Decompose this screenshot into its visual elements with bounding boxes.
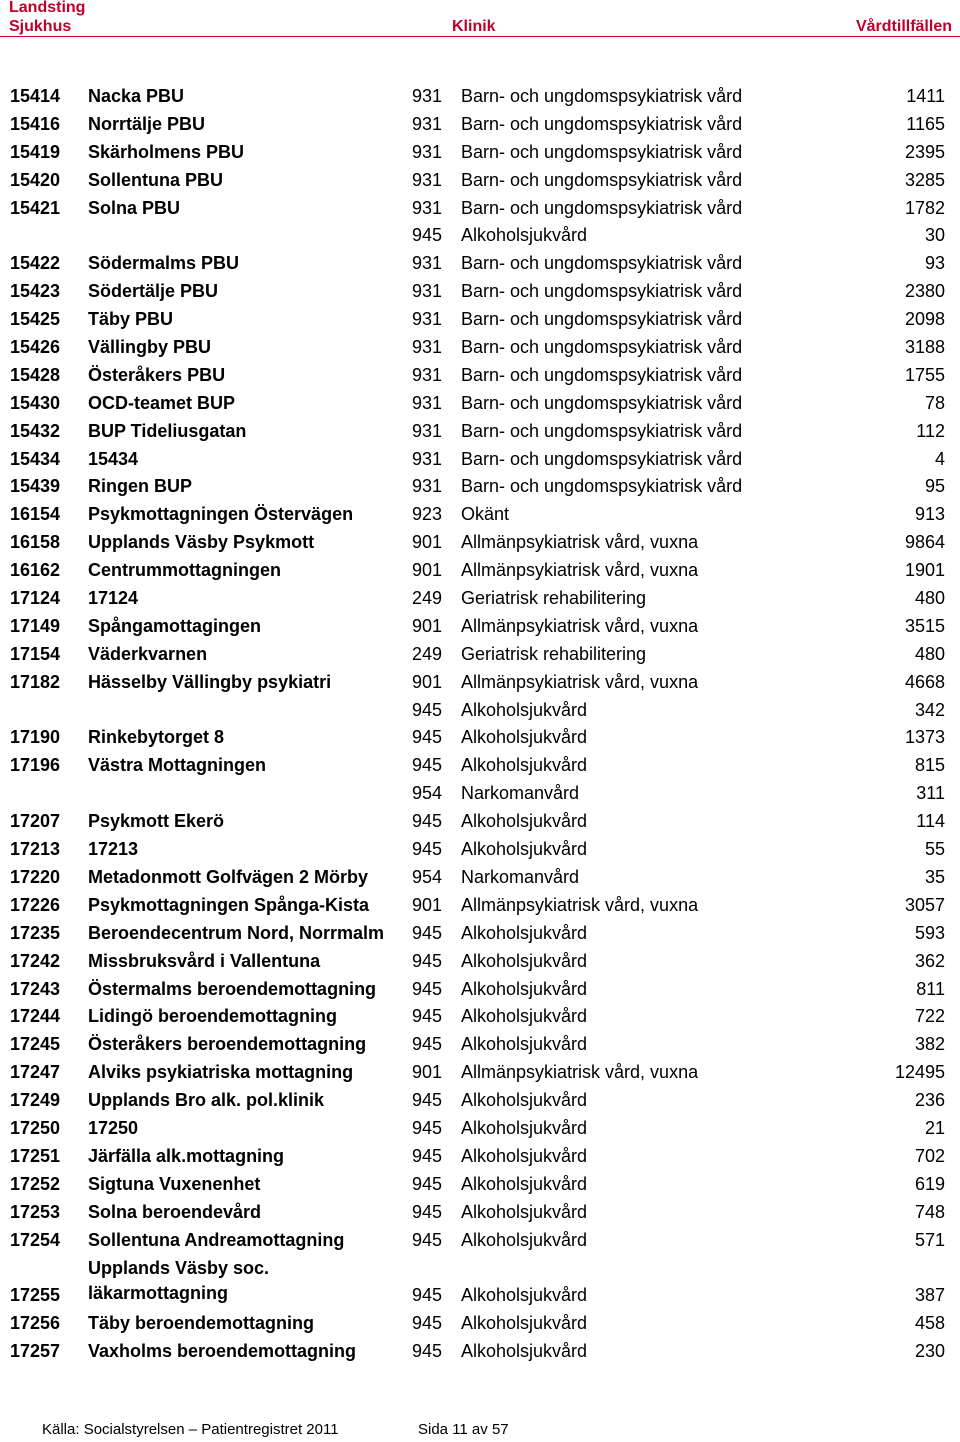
clinic-name: Barn- och ungdomspsykiatrisk vård — [461, 141, 743, 162]
table-row — [0, 1171, 960, 1199]
hospital-name: Psykmottagningen Spånga-Kista — [88, 894, 370, 915]
table-row — [0, 697, 960, 725]
table-row — [0, 83, 960, 111]
hospital-name: Hässelby Vällingby psykiatri — [88, 671, 332, 692]
hospital-id: 15426 — [10, 337, 61, 358]
clinic-name: Alkoholsjukvård — [461, 699, 588, 720]
clinic-code: 945 — [412, 1285, 443, 1306]
table-row — [0, 222, 960, 250]
header-divider — [0, 36, 960, 37]
clinic-name: Alkoholsjukvård — [461, 727, 588, 748]
clinic-name: Narkomanvård — [461, 866, 580, 887]
clinic-code: 931 — [412, 141, 443, 162]
table-row — [0, 250, 960, 278]
footer-page-number: Sida 11 av 57 — [418, 1421, 509, 1438]
care-episodes: 12495 — [894, 1062, 945, 1083]
table-row — [0, 1143, 960, 1171]
table-row — [0, 1059, 960, 1087]
table-row — [0, 139, 960, 167]
care-episodes: 3057 — [904, 894, 945, 915]
hospital-id: 17245 — [10, 1034, 61, 1055]
care-episodes: 702 — [914, 1145, 945, 1166]
clinic-code: 945 — [412, 1034, 443, 1055]
clinic-name: Alkoholsjukvård — [461, 839, 588, 860]
clinic-code: 901 — [412, 1062, 443, 1083]
hospital-id: 17242 — [10, 950, 61, 971]
hospital-name: Västra Mottagningen — [88, 755, 267, 776]
footer-source: Källa: Socialstyrelsen – Patientregistret 2011 — [42, 1421, 339, 1438]
hospital-id: 15423 — [10, 281, 61, 302]
clinic-code: 954 — [412, 783, 443, 804]
hospital-name: Österåkers beroendemottagning — [88, 1034, 367, 1055]
table-row — [0, 501, 960, 529]
clinic-code: 931 — [412, 253, 443, 274]
hospital-id: 15419 — [10, 141, 61, 162]
clinic-name: Alkoholsjukvård — [461, 1201, 588, 1222]
hospital-id: 15421 — [10, 197, 61, 218]
table-row — [0, 613, 960, 641]
clinic-name: Alkoholsjukvård — [461, 1145, 588, 1166]
care-episodes: 362 — [914, 950, 945, 971]
clinic-code: 945 — [412, 727, 443, 748]
hospital-name: Upplands Väsby Psykmott — [88, 532, 315, 553]
table-row — [0, 752, 960, 780]
clinic-code: 945 — [412, 1006, 443, 1027]
clinic-code: 901 — [412, 532, 443, 553]
header-sjukhus: Sjukhus — [9, 18, 72, 35]
hospital-name: Täby beroendemottagning — [88, 1313, 315, 1334]
table-row — [0, 1310, 960, 1338]
care-episodes: 112 — [916, 420, 945, 441]
care-episodes: 35 — [924, 866, 945, 887]
hospital-id: 17220 — [10, 866, 61, 887]
hospital-name: Metadonmott Golfvägen 2 Mörby — [88, 866, 369, 887]
clinic-name: Alkoholsjukvård — [461, 1006, 588, 1027]
care-episodes: 815 — [914, 755, 945, 776]
hospital-name: 17213 — [88, 839, 139, 860]
care-episodes: 93 — [924, 253, 945, 274]
care-episodes: 95 — [924, 476, 945, 497]
hospital-id: 17124 — [10, 588, 61, 609]
hospital-id: 15432 — [10, 420, 61, 441]
table-row — [0, 529, 960, 557]
care-episodes: 458 — [914, 1313, 945, 1334]
hospital-name: Missbruksvård i Vallentuna — [88, 950, 321, 971]
table-row — [0, 557, 960, 585]
clinic-code: 901 — [412, 560, 443, 581]
hospital-id: 15422 — [10, 253, 61, 274]
clinic-name: Barn- och ungdomspsykiatrisk vård — [461, 169, 743, 190]
care-episodes: 387 — [914, 1285, 945, 1306]
clinic-code: 931 — [412, 281, 443, 302]
clinic-code: 923 — [412, 504, 443, 525]
header-klinik: Klinik — [452, 18, 496, 35]
clinic-code: 945 — [412, 1313, 443, 1334]
hospital-id: 15416 — [10, 113, 61, 134]
table-row — [0, 418, 960, 446]
table-row — [0, 1227, 960, 1255]
hospital-id: 17253 — [10, 1201, 61, 1222]
hospital-name: Spångamottagingen — [88, 615, 262, 636]
hospital-id: 15414 — [10, 86, 61, 106]
clinic-code: 931 — [412, 337, 443, 358]
hospital-name: Vaxholms beroendemottagning — [88, 1341, 357, 1362]
care-episodes: 2380 — [904, 281, 945, 302]
table-row — [0, 390, 960, 418]
table-row — [0, 669, 960, 697]
clinic-code: 945 — [412, 225, 443, 246]
clinic-code: 931 — [412, 309, 443, 330]
clinic-name: Allmänpsykiatrisk vård, vuxna — [461, 671, 699, 692]
clinic-code: 945 — [412, 1090, 443, 1111]
hospital-name: Nacka PBU — [88, 86, 185, 106]
hospital-name: Norrtälje PBU — [88, 113, 206, 134]
hospital-name: BUP Tideliusgatan — [88, 420, 247, 441]
clinic-name: Alkoholsjukvård — [461, 978, 588, 999]
clinic-code: 945 — [412, 978, 443, 999]
clinic-name: Allmänpsykiatrisk vård, vuxna — [461, 532, 699, 553]
hospital-name: Psykmottagningen Östervägen — [88, 504, 354, 525]
care-episodes: 21 — [924, 1117, 945, 1138]
hospital-id: 15420 — [10, 169, 61, 190]
care-episodes: 1901 — [904, 560, 945, 581]
hospital-name: Sigtuna Vuxenenhet — [88, 1173, 261, 1194]
clinic-code: 931 — [412, 364, 443, 385]
clinic-code: 945 — [412, 839, 443, 860]
care-episodes: 811 — [916, 978, 945, 999]
table-row — [0, 473, 960, 501]
care-episodes: 4 — [934, 448, 945, 469]
hospital-name: Österåkers PBU — [88, 364, 226, 385]
care-episodes: 9864 — [904, 532, 945, 553]
hospital-id: 17182 — [10, 671, 61, 692]
care-episodes: 722 — [914, 1006, 945, 1027]
clinic-name: Barn- och ungdomspsykiatrisk vård — [461, 113, 743, 134]
hospital-id: 17257 — [10, 1341, 61, 1362]
hospital-id: 17251 — [10, 1145, 61, 1166]
clinic-code: 249 — [412, 643, 443, 664]
table-row — [0, 585, 960, 613]
hospital-id: 16162 — [10, 560, 61, 581]
clinic-code: 901 — [412, 671, 443, 692]
clinic-name: Allmänpsykiatrisk vård, vuxna — [461, 894, 699, 915]
clinic-code: 945 — [412, 1201, 443, 1222]
hospital-name: 17124 — [88, 588, 139, 609]
clinic-name: Allmänpsykiatrisk vård, vuxna — [461, 560, 699, 581]
clinic-code: 931 — [412, 113, 443, 134]
hospital-name: Lidingö beroendemottagning — [88, 1006, 337, 1027]
clinic-code: 931 — [412, 448, 443, 469]
hospital-id: 17256 — [10, 1313, 61, 1334]
clinic-name: Barn- och ungdomspsykiatrisk vård — [461, 197, 743, 218]
hospital-id: 17154 — [10, 643, 61, 664]
clinic-name: Alkoholsjukvård — [461, 1285, 588, 1306]
clinic-name: Narkomanvård — [461, 783, 580, 804]
hospital-name: Beroendecentrum Nord, Norrmalm — [88, 922, 385, 943]
care-episodes: 1782 — [904, 197, 945, 218]
hospital-id: 15434 — [10, 448, 61, 469]
hospital-name: Rinkebytorget 8 — [88, 727, 225, 748]
clinic-code: 945 — [412, 1229, 443, 1250]
hospital-id: 17190 — [10, 727, 61, 748]
clinic-code: 945 — [412, 1341, 443, 1362]
clinic-code: 945 — [412, 1145, 443, 1166]
care-episodes: 1411 — [906, 86, 945, 106]
table-row — [0, 780, 960, 808]
clinic-name: Alkoholsjukvård — [461, 1313, 588, 1334]
care-episodes: 4668 — [904, 671, 945, 692]
table-row — [0, 836, 960, 864]
hospital-id: 17244 — [10, 1006, 61, 1027]
hospital-name: Skärholmens PBU — [88, 141, 245, 162]
hospital-id: 17255 — [10, 1285, 61, 1306]
care-episodes: 913 — [914, 504, 945, 525]
header-landsting: Landsting — [9, 0, 86, 16]
clinic-name: Alkoholsjukvård — [461, 1090, 588, 1111]
clinic-name: Alkoholsjukvård — [461, 1173, 588, 1194]
hospital-name: Järfälla alk.mottagning — [88, 1145, 285, 1166]
clinic-name: Alkoholsjukvård — [461, 950, 588, 971]
hospital-name: Upplands Väsby soc. läkarmottagning — [88, 1258, 270, 1304]
care-episodes: 593 — [914, 922, 945, 943]
table-row — [0, 1087, 960, 1115]
clinic-name: Barn- och ungdomspsykiatrisk vård — [461, 86, 743, 106]
hospital-id: 17196 — [10, 755, 61, 776]
table-row — [0, 1115, 960, 1143]
table-row — [0, 641, 960, 669]
clinic-name: Alkoholsjukvård — [461, 811, 588, 832]
clinic-name: Barn- och ungdomspsykiatrisk vård — [461, 364, 743, 385]
hospital-name: Psykmott Ekerö — [88, 811, 225, 832]
table-row — [0, 334, 960, 362]
care-episodes: 3285 — [904, 169, 945, 190]
clinic-code: 901 — [412, 615, 443, 636]
hospital-name: Täby PBU — [88, 309, 174, 330]
care-episodes: 2395 — [904, 141, 945, 162]
table-row — [0, 195, 960, 223]
hospital-id: 15430 — [10, 392, 61, 413]
hospital-id: 17254 — [10, 1229, 61, 1250]
clinic-name: Barn- och ungdomspsykiatrisk vård — [461, 253, 743, 274]
care-episodes: 1373 — [904, 727, 945, 748]
care-episodes: 2098 — [904, 309, 945, 330]
hospital-id: 17213 — [10, 839, 61, 860]
data-table — [0, 83, 960, 1366]
care-episodes: 114 — [916, 811, 945, 832]
table-row — [0, 167, 960, 195]
table-row — [0, 1031, 960, 1059]
clinic-code: 945 — [412, 1173, 443, 1194]
table-row — [0, 864, 960, 892]
clinic-name: Geriatrisk rehabilitering — [461, 643, 647, 664]
care-episodes: 619 — [914, 1173, 945, 1194]
hospital-id: 15428 — [10, 364, 61, 385]
clinic-code: 945 — [412, 950, 443, 971]
hospital-id: 16154 — [10, 504, 61, 525]
column-header — [0, 0, 960, 38]
table-row — [0, 724, 960, 752]
table-row — [0, 948, 960, 976]
clinic-name: Alkoholsjukvård — [461, 225, 588, 246]
care-episodes: 571 — [914, 1229, 945, 1250]
table-row — [0, 446, 960, 474]
hospital-name: Solna PBU — [88, 197, 181, 218]
hospital-id: 17149 — [10, 615, 61, 636]
hospital-id: 17249 — [10, 1090, 61, 1111]
clinic-name: Barn- och ungdomspsykiatrisk vård — [461, 281, 743, 302]
clinic-code: 931 — [412, 169, 443, 190]
clinic-name: Barn- och ungdomspsykiatrisk vård — [461, 337, 743, 358]
table-row — [0, 306, 960, 334]
clinic-code: 945 — [412, 1117, 443, 1138]
hospital-id: 17235 — [10, 922, 61, 943]
care-episodes: 30 — [924, 225, 945, 246]
care-episodes: 748 — [914, 1201, 945, 1222]
hospital-id: 17226 — [10, 894, 61, 915]
hospital-name: 15434 — [88, 448, 139, 469]
hospital-id: 15439 — [10, 476, 61, 497]
care-episodes: 480 — [914, 588, 945, 609]
hospital-name: Östermalms beroendemottagning — [88, 978, 377, 999]
hospital-name: OCD-teamet BUP — [88, 392, 236, 413]
hospital-id: 17247 — [10, 1062, 61, 1083]
hospital-name: Alviks psykiatriska mottagning — [88, 1062, 354, 1083]
table-row — [0, 1254, 960, 1310]
hospital-name: Sollentuna PBU — [88, 169, 224, 190]
table-row — [0, 808, 960, 836]
care-episodes: 382 — [914, 1034, 945, 1055]
clinic-name: Allmänpsykiatrisk vård, vuxna — [461, 1062, 699, 1083]
care-episodes: 236 — [914, 1090, 945, 1111]
hospital-name: Solna beroendevård — [88, 1201, 262, 1222]
hospital-id: 17243 — [10, 978, 61, 999]
clinic-code: 931 — [412, 476, 443, 497]
hospital-id: 17250 — [10, 1117, 61, 1138]
table-row — [0, 1003, 960, 1031]
clinic-code: 931 — [412, 197, 443, 218]
table-row — [0, 1199, 960, 1227]
clinic-code: 931 — [412, 420, 443, 441]
clinic-code: 945 — [412, 699, 443, 720]
hospital-name: Ringen BUP — [88, 476, 193, 497]
clinic-name: Alkoholsjukvård — [461, 1117, 588, 1138]
hospital-name: Södermalms PBU — [88, 253, 240, 274]
clinic-code: 954 — [412, 866, 443, 887]
table-row — [0, 362, 960, 390]
hospital-id: 15425 — [10, 309, 61, 330]
table-row — [0, 111, 960, 139]
table-row — [0, 892, 960, 920]
hospital-name: 17250 — [88, 1117, 139, 1138]
header-vardtillfallen: Vårdtillfällen — [855, 18, 952, 35]
clinic-name: Alkoholsjukvård — [461, 1034, 588, 1055]
hospital-id: 17252 — [10, 1173, 61, 1194]
clinic-name: Barn- och ungdomspsykiatrisk vård — [461, 309, 743, 330]
clinic-code: 945 — [412, 755, 443, 776]
care-episodes: 480 — [914, 643, 945, 664]
clinic-code: 945 — [412, 811, 443, 832]
clinic-name: Allmänpsykiatrisk vård, vuxna — [461, 615, 699, 636]
hospital-id: 17207 — [10, 811, 61, 832]
clinic-name: Barn- och ungdomspsykiatrisk vård — [461, 420, 743, 441]
hospital-name: Sollentuna Andreamottagning — [88, 1229, 345, 1250]
table-row — [0, 278, 960, 306]
hospital-name: Upplands Bro alk. pol.klinik — [88, 1090, 325, 1111]
care-episodes: 55 — [924, 839, 945, 860]
clinic-name: Okänt — [461, 504, 510, 525]
clinic-code: 249 — [412, 588, 443, 609]
hospital-name: Centrummottagningen — [88, 560, 281, 581]
hospital-name: Vällingby PBU — [88, 337, 212, 358]
clinic-name: Barn- och ungdomspsykiatrisk vård — [461, 476, 743, 497]
care-episodes: 311 — [916, 783, 945, 804]
clinic-name: Alkoholsjukvård — [461, 755, 588, 776]
care-episodes: 342 — [914, 699, 945, 720]
clinic-name: Barn- och ungdomspsykiatrisk vård — [461, 392, 743, 413]
clinic-name: Barn- och ungdomspsykiatrisk vård — [461, 448, 743, 469]
hospital-name: Södertälje PBU — [88, 281, 219, 302]
clinic-name: Alkoholsjukvård — [461, 1341, 588, 1362]
clinic-code: 931 — [412, 86, 443, 106]
care-episodes: 1165 — [906, 113, 945, 134]
care-episodes: 3515 — [904, 615, 945, 636]
care-episodes: 3188 — [904, 337, 945, 358]
hospital-id: 16158 — [10, 532, 61, 553]
clinic-code: 931 — [412, 392, 443, 413]
care-episodes: 230 — [914, 1341, 945, 1362]
clinic-name: Geriatrisk rehabilitering — [461, 588, 647, 609]
table-row — [0, 920, 960, 948]
care-episodes: 1755 — [904, 364, 945, 385]
table-row — [0, 1338, 960, 1366]
clinic-code: 901 — [412, 894, 443, 915]
clinic-name: Alkoholsjukvård — [461, 922, 588, 943]
hospital-name: Väderkvarnen — [88, 643, 208, 664]
clinic-code: 945 — [412, 922, 443, 943]
table-row — [0, 976, 960, 1004]
care-episodes: 78 — [924, 392, 945, 413]
clinic-name: Alkoholsjukvård — [461, 1229, 588, 1250]
